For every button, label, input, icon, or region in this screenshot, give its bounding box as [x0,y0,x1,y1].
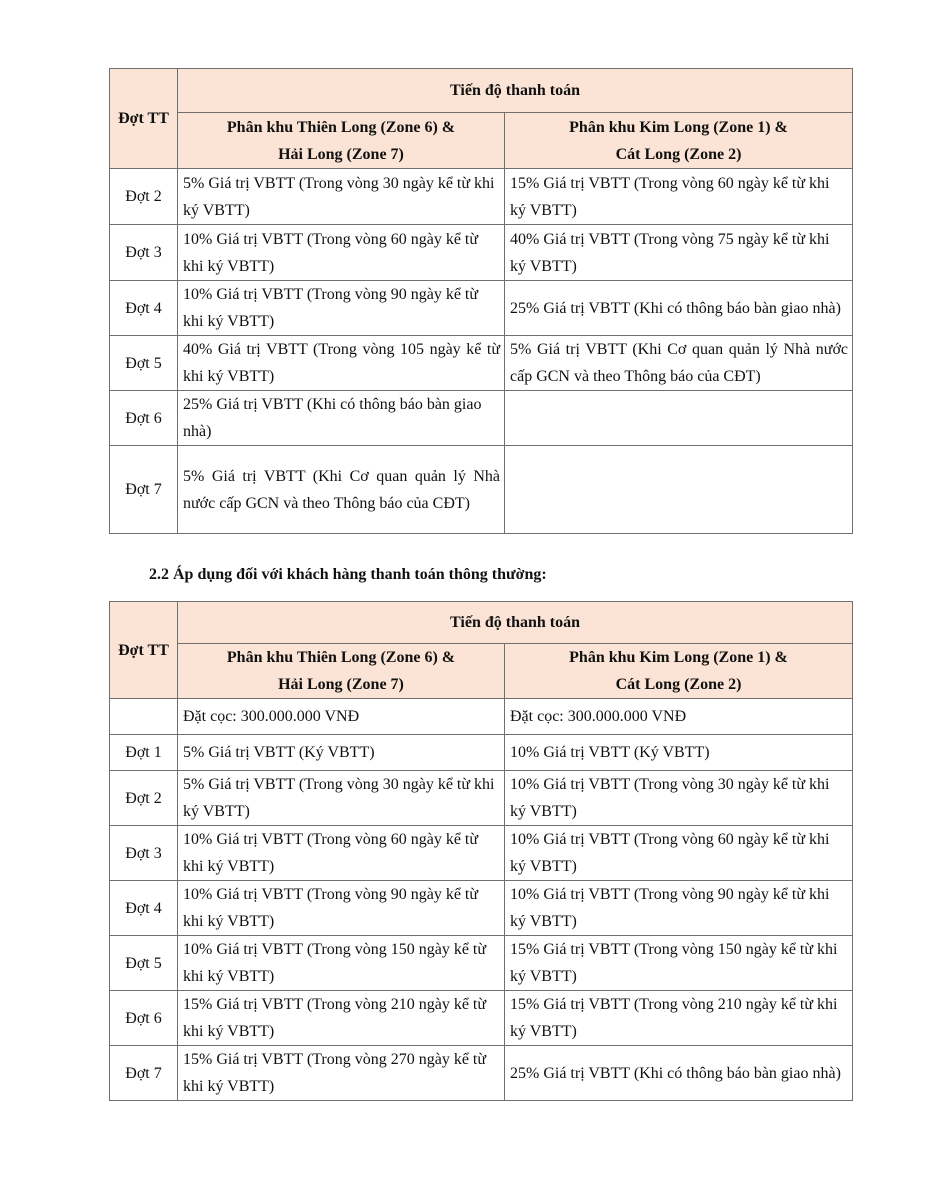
cell-zone-6-7: 25% Giá trị VBTT (Khi có thông báo bàn giao nhà) [178,391,505,446]
row-label: Đợt 2 [110,771,178,826]
table-row [110,1046,853,1101]
cell-zone-6-7: 5% Giá trị VBTT (Khi Cơ quan quản lý Nhà nước cấp GCN và theo Thông báo của CĐT) [178,446,505,534]
cell-zone-6-7: 15% Giá trị VBTT (Trong vòng 270 ngày kể từ khi ký VBTT) [178,1046,505,1101]
table-row [110,699,853,735]
section-heading: 2.2 Áp dụng đối với khách hàng thanh toán thông thường: [149,566,547,583]
header-zone-6-7 [178,644,505,699]
header-zone-6-7-line-1: Phân khu Thiên Long (Zone 6) & [226,649,456,666]
cell-zone-1-2: 10% Giá trị VBTT (Trong vòng 30 ngày kể từ khi ký VBTT) [505,771,853,826]
cell-zone-6-7: 10% Giá trị VBTT (Trong vòng 90 ngày kể từ khi ký VBTT) [178,281,505,336]
cell-zone-6-7: 10% Giá trị VBTT (Trong vòng 90 ngày kể từ khi ký VBTT) [178,881,505,936]
payment-schedule-table-1 [109,68,853,534]
cell-zone-1-2: 15% Giá trị VBTT (Trong vòng 210 ngày kể từ khi ký VBTT) [505,991,853,1046]
row-label: Đợt 3 [110,826,178,881]
row-label: Đợt 4 [110,281,178,336]
row-label: Đợt 5 [110,936,178,991]
table-row [110,225,853,281]
cell-zone-6-7: 10% Giá trị VBTT (Trong vòng 150 ngày kể từ khi ký VBTT) [178,936,505,991]
header-dot-tt: Đợt TT [110,602,178,699]
cell-zone-6-7: 5% Giá trị VBTT (Trong vòng 30 ngày kể từ khi ký VBTT) [178,169,505,225]
cell-zone-6-7: 5% Giá trị VBTT (Ký VBTT) [178,735,505,771]
cell-zone-1-2: 25% Giá trị VBTT (Khi có thông báo bàn giao nhà) [505,281,853,336]
cell-zone-1-2: 15% Giá trị VBTT (Trong vòng 150 ngày kể từ khi ký VBTT) [505,936,853,991]
cell-zone-6-7: 10% Giá trị VBTT (Trong vòng 60 ngày kể từ khi ký VBTT) [178,826,505,881]
header-zone-6-7-line-1: Phân khu Thiên Long (Zone 6) & [226,118,456,136]
table-row [110,281,853,336]
row-label: Đợt 7 [110,446,178,534]
table-row [110,881,853,936]
header-zone-6-7-line-2: Hải Long (Zone 7) [278,676,404,693]
header-zone-1-2 [505,113,853,169]
table-row [110,391,853,446]
cell-zone-6-7: 40% Giá trị VBTT (Trong vòng 105 ngày kể từ khi ký VBTT) [178,336,505,391]
table-row [110,446,853,534]
payment-schedule-table-2 [109,601,853,1101]
row-label: Đợt 7 [110,1046,178,1101]
cell-zone-1-2: 10% Giá trị VBTT (Trong vòng 60 ngày kể từ khi ký VBTT) [505,826,853,881]
cell-zone-1-2 [505,391,853,446]
row-label [110,699,178,735]
cell-zone-6-7: 10% Giá trị VBTT (Trong vòng 60 ngày kể từ khi ký VBTT) [178,225,505,281]
row-label: Đợt 6 [110,391,178,446]
row-label: Đợt 1 [110,735,178,771]
header-zone-6-7 [178,113,505,169]
header-zone-1-2 [505,644,853,699]
cell-zone-1-2 [505,446,853,534]
cell-zone-1-2: 15% Giá trị VBTT (Trong vòng 60 ngày kể từ khi ký VBTT) [505,169,853,225]
cell-zone-1-2: 10% Giá trị VBTT (Trong vòng 90 ngày kể từ khi ký VBTT) [505,881,853,936]
cell-zone-6-7: 5% Giá trị VBTT (Trong vòng 30 ngày kể từ khi ký VBTT) [178,771,505,826]
cell-zone-1-2: 25% Giá trị VBTT (Khi có thông báo bàn giao nhà) [505,1046,853,1101]
header-zone-1-2-line-1: Phân khu Kim Long (Zone 1) & [569,118,788,136]
row-label: Đợt 2 [110,169,178,225]
row-label: Đợt 4 [110,881,178,936]
row-label: Đợt 3 [110,225,178,281]
table-row [110,771,853,826]
row-label: Đợt 6 [110,991,178,1046]
table-row [110,336,853,391]
cell-zone-1-2: 10% Giá trị VBTT (Ký VBTT) [505,735,853,771]
cell-zone-6-7: 15% Giá trị VBTT (Trong vòng 210 ngày kể từ khi ký VBTT) [178,991,505,1046]
row-label: Đợt 5 [110,336,178,391]
header-dot-tt: Đợt TT [110,69,178,169]
header-zone-1-2-line-2: Cát Long (Zone 2) [615,145,742,163]
header-payment-schedule: Tiến độ thanh toán [178,69,853,113]
header-zone-1-2-line-1: Phân khu Kim Long (Zone 1) & [569,649,788,666]
cell-zone-1-2: 40% Giá trị VBTT (Trong vòng 75 ngày kể từ khi ký VBTT) [505,225,853,281]
header-zone-6-7-line-2: Hải Long (Zone 7) [278,145,404,163]
table-row [110,991,853,1046]
table-row [110,169,853,225]
table-row [110,826,853,881]
header-payment-schedule: Tiến độ thanh toán [178,602,853,644]
cell-zone-1-2: Đặt cọc: 300.000.000 VNĐ [505,699,853,735]
table-row [110,936,853,991]
cell-zone-6-7: Đặt cọc: 300.000.000 VNĐ [178,699,505,735]
table-row [110,735,853,771]
cell-zone-1-2: 5% Giá trị VBTT (Khi Cơ quan quản lý Nhà nước cấp GCN và theo Thông báo của CĐT) [505,336,853,391]
header-zone-1-2-line-2: Cát Long (Zone 2) [615,676,742,693]
